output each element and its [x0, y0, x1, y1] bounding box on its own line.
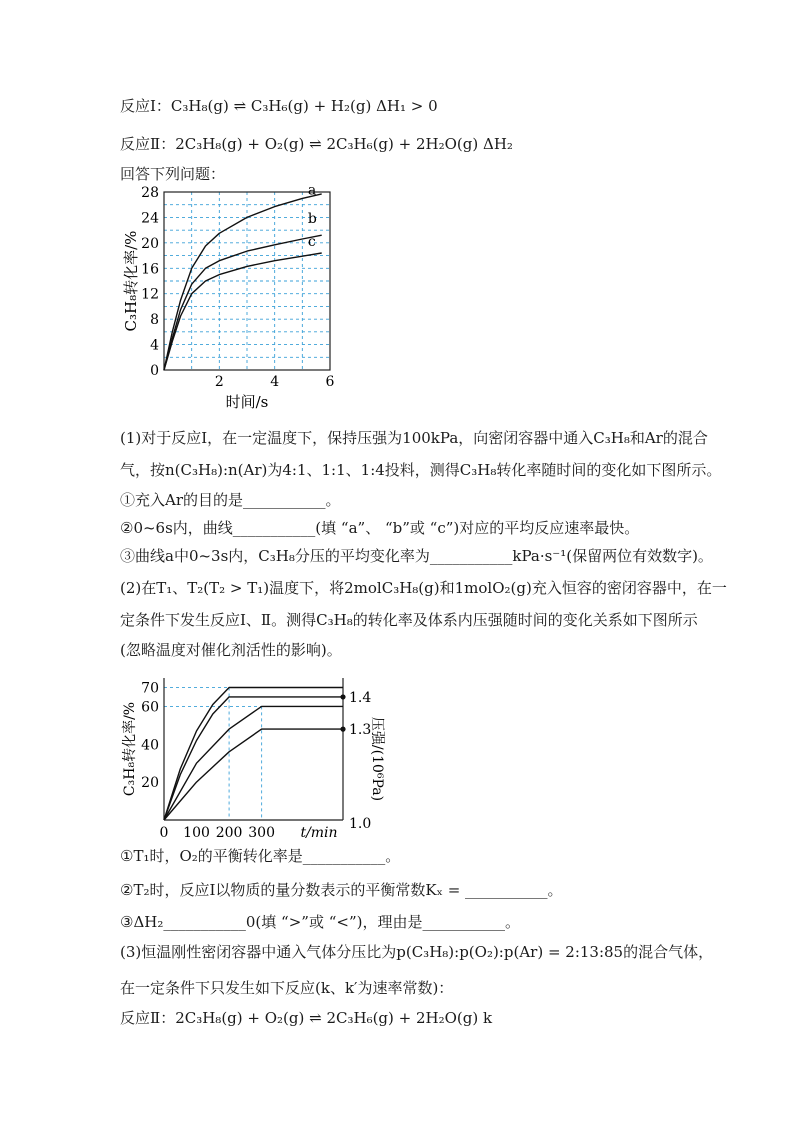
q1-line-2: 气，按n(C₃H₈):n(Ar)为4:1、1:1、1:4投料，测得C₃H₈转化率随时间的变化如下图所示。 — [120, 461, 722, 479]
x-tick-label: 2 — [214, 374, 224, 390]
y-axis-label: C₃H₈转化率/% — [122, 701, 138, 797]
y-tick-label: 20 — [141, 235, 159, 252]
q1-line-1: (1)对于反应Ⅰ，在一定温度下，保持压强为100kPa，向密闭容器中通入C₃H₈和Ar的混合 — [120, 429, 708, 447]
y2-tick-label: 1.4 — [349, 689, 372, 706]
q3-line-2: 在一定条件下只发生如下反应(k、k′为速率常数)： — [120, 979, 454, 997]
y-tick-label: 28 — [141, 185, 159, 201]
pressure-point — [340, 727, 345, 732]
q3-reaction: 反应Ⅱ：2C₃H₈(g) + O₂(g) ⇌ 2C₃H₆(g) + 2H₂O(g) k — [120, 1009, 493, 1027]
q2-sub-3: ③ΔH₂___________0(填 “>”或 “<”)，理由是___________。 — [120, 913, 520, 931]
y-tick-label: 24 — [141, 210, 159, 227]
q2-line-3: (忽略温度对催化剂活性的影响)。 — [120, 641, 342, 659]
y-tick-label: 40 — [141, 737, 159, 754]
pressure-point — [340, 694, 345, 699]
curve — [164, 697, 343, 820]
y-tick-label: 70 — [141, 680, 159, 697]
answer-prompt: 回答下列问题： — [120, 165, 226, 183]
curve — [164, 706, 343, 820]
conversion-vs-time-chart — [118, 182, 348, 414]
y-tick-label: 4 — [150, 337, 159, 354]
curve-label-a: a — [307, 182, 317, 199]
y-tick-label: 16 — [141, 261, 159, 278]
x-tick-label: 0 — [159, 825, 169, 838]
y-tick-label: 20 — [141, 775, 159, 792]
q2-line-2: 定条件下发生反应Ⅰ、Ⅱ。测得C₃H₈的转化率及体系内压强随时间的变化关系如下图所示 — [120, 611, 698, 629]
q1-sub-1: ①充入Ar的目的是___________。 — [120, 491, 341, 509]
x-axis-label: 时间/s — [225, 393, 269, 411]
q2-sub-1: ①T₁时，O₂的平衡转化率是___________。 — [120, 847, 401, 865]
q3-line-1: (3)恒温刚性密闭容器中通入气体分压比为p(C₃H₈):p(O₂):p(Ar) = 2:13:85的混合气体， — [120, 943, 714, 961]
y-tick-label: 0 — [150, 363, 159, 379]
q1-sub-2: ②0~6s内，曲线___________(填 “a”、 “b”或 “c”)对应的平均反应速率最快。 — [120, 519, 640, 537]
conversion-pressure-chart — [118, 670, 388, 838]
x-tick-label: 4 — [270, 374, 280, 390]
y-axis-label: C₃H₈转化率/% — [122, 230, 140, 332]
y-tick-label: 12 — [141, 286, 159, 303]
y-tick-label: 60 — [141, 699, 159, 716]
curve-c — [164, 253, 322, 370]
curve-label-c: c — [307, 233, 316, 250]
y-tick-label: 8 — [150, 312, 159, 329]
y2-axis-label: 压强/(10⁶Pa) — [369, 716, 385, 802]
q2-line-1: (2)在T₁、T₂(T₂ > T₁)温度下，将2molC₃H₈(g)和1molO₂(g)充入恒容的密闭容器中，在一 — [120, 579, 727, 597]
y2-tick-label: 1.0 — [349, 816, 372, 832]
y2-tick-label: 1.3 — [349, 722, 372, 739]
x-tick-label: 300 — [248, 825, 276, 838]
curve-a — [164, 194, 322, 370]
q1-sub-3: ③曲线a中0~3s内，C₃H₈分压的平均变化率为___________kPa·s⁻¹(保留两位有效数字)。 — [120, 547, 713, 565]
reaction-1: 反应Ⅰ：C₃H₈(g) ⇌ C₃H₆(g) + H₂(g) ΔH₁ > 0 — [120, 97, 438, 115]
x-axis-label: t/min — [300, 825, 338, 838]
x-tick-label: 100 — [183, 825, 210, 838]
x-tick-label: 6 — [325, 374, 335, 390]
reaction-2: 反应Ⅱ：2C₃H₈(g) + O₂(g) ⇌ 2C₃H₆(g) + 2H₂O(g) ΔH₂ — [120, 135, 513, 153]
x-tick-label: 200 — [215, 825, 243, 838]
curve-label-b: b — [307, 211, 317, 228]
q2-sub-2: ②T₂时，反应Ⅰ以物质的量分数表示的平衡常数Kₓ = ___________。 — [120, 881, 563, 899]
